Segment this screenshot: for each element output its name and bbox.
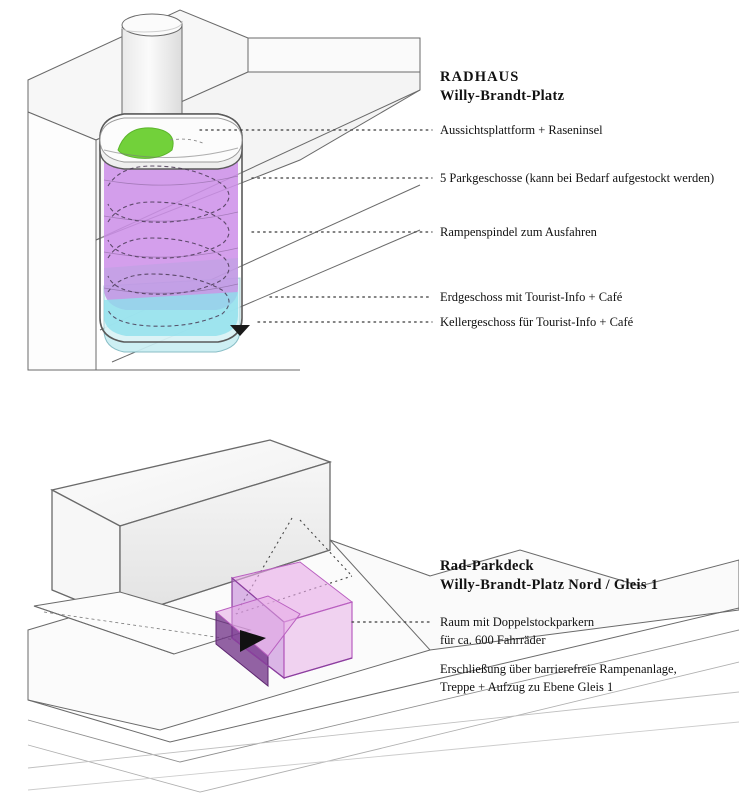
radhaus-title <box>440 68 564 106</box>
paragraph-line-1: Erschließung über barrierefreie Rampenanlage, <box>440 662 677 676</box>
parkdeck-paragraph <box>440 661 677 696</box>
radhaus-title-line2: Willy-Brandt-Platz <box>440 88 565 104</box>
parkdeck-title-line2: Willy-Brandt-Platz Nord / Gleis 1 <box>440 577 659 593</box>
radhaus-title-line1: RADHAUS <box>440 69 520 85</box>
panel-rad-parkdeck <box>0 400 739 800</box>
parkdeck-title-line1: Rad-Parkdeck <box>440 558 534 574</box>
callout-aussichtsplattform: Aussichtsplattform + Raseninsel <box>440 123 603 137</box>
callout-kapazitaet: für ca. 600 Fahrräder <box>440 632 546 647</box>
callout-kellergeschoss: Kellergeschoss für Tourist-Info + Café <box>440 315 634 329</box>
callout-erdgeschoss: Erdgeschoss mit Tourist-Info + Café <box>440 290 623 304</box>
rad-parkdeck-illustration <box>0 400 739 800</box>
radhaus-building <box>100 114 242 352</box>
paragraph-line-2: Treppe + Aufzug zu Ebene Gleis 1 <box>440 679 614 694</box>
callout-parkgeschosse: 5 Parkgeschosse (kann bei Bedarf aufgestockt werden) <box>440 171 715 185</box>
parkdeck-callout-block <box>440 614 594 649</box>
callout-raum-doppelstockparker: Raum mit Doppelstockparkern <box>440 615 595 629</box>
callout-rampenspindel: Rampenspindel zum Ausfahren <box>440 225 597 239</box>
parkdeck-title <box>440 557 658 595</box>
